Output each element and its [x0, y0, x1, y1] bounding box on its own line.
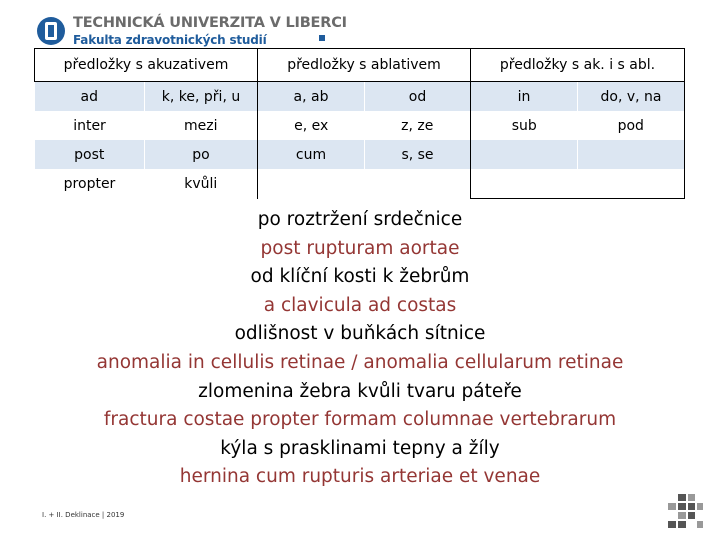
table-cell: propter [35, 169, 145, 199]
slide-footer: I. + II. Deklinace | 2019 [42, 511, 125, 519]
example-latin: anomalia in cellulis retinae / anomalia cellularum retinae [96, 351, 624, 373]
table-cell: inter [35, 111, 145, 140]
tul-grid-logo-icon [660, 492, 704, 532]
table-cell [258, 169, 365, 199]
table-cell: do, v, na [578, 82, 685, 112]
table-cell: cum [258, 140, 365, 169]
header-both: předložky s ak. i s abl. [471, 49, 685, 82]
example-latin: hernina cum rupturis arteriae et venae [179, 466, 541, 488]
logo-square-icon [319, 35, 325, 41]
table-cell [578, 140, 685, 169]
example-czech: kýla s prasklinami tepny a žíly [220, 437, 500, 459]
table-cell: od [365, 82, 471, 112]
table-cell: e, ex [258, 111, 365, 140]
table-cell: k, ke, při, u [145, 82, 258, 112]
header-ablative: předložky s ablativem [258, 49, 471, 82]
table-header-row [35, 49, 685, 82]
example-czech: zlomenina žebra kvůli tvaru páteře [198, 380, 522, 402]
table-cell: post [35, 140, 145, 169]
table-cell [578, 169, 685, 199]
table-cell [365, 169, 471, 199]
table-cell: ad [35, 82, 145, 112]
example-latin: a clavicula ad costas [263, 294, 457, 316]
example-latin: fractura costae propter formam columnae vertebrarum [103, 409, 617, 431]
table-row [35, 169, 685, 199]
table-cell: a, ab [258, 82, 365, 112]
table-cell [471, 169, 578, 199]
example-phrases [0, 206, 720, 492]
table-cell: s, se [365, 140, 471, 169]
table-cell: pod [578, 111, 685, 140]
faculty-name: Fakulta zdravotnických studií [73, 33, 267, 47]
example-czech: po roztržení srdečnice [257, 209, 463, 230]
university-logo [36, 14, 347, 48]
table-cell: in [471, 82, 578, 112]
table-cell [471, 140, 578, 169]
table-cell: po [145, 140, 258, 169]
table-cell: mezi [145, 111, 258, 140]
example-czech: od klíční kosti k žebrům [250, 266, 470, 288]
table-cell: sub [471, 111, 578, 140]
table-cell: z, ze [365, 111, 471, 140]
example-czech: odlišnost v buňkách sítnice [234, 323, 486, 345]
header-accusative: předložky s akuzativem [35, 49, 258, 82]
university-name: TECHNICKÁ UNIVERZITA V LIBERCI [73, 15, 347, 31]
table-cell: kvůli [145, 169, 258, 199]
table-row [35, 82, 685, 112]
table-row [35, 140, 685, 169]
table-row [35, 111, 685, 140]
example-latin: post rupturam aortae [260, 237, 460, 259]
tul-logo-icon [36, 16, 66, 46]
prepositions-table [34, 48, 685, 199]
